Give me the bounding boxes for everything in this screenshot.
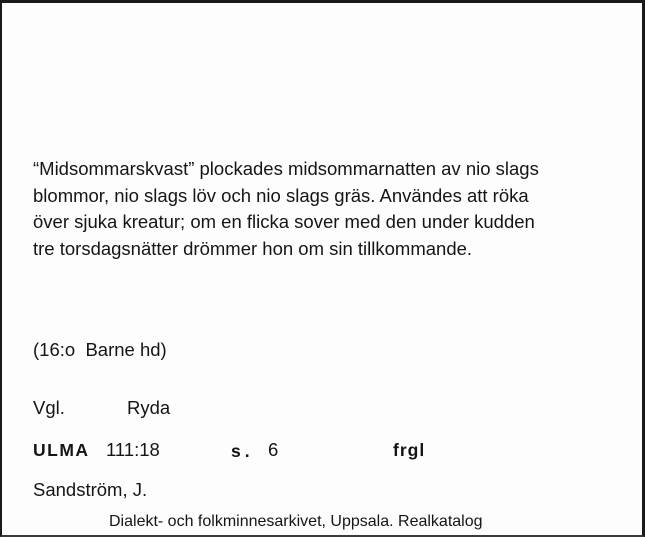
text-line: över sjuka kreatur; om en flicka sover med den under kudden [33,211,535,232]
text-line: tre torsdagsnätter drömmer hon om sin tillkommande. [33,237,473,259]
page-label: s. [231,441,254,461]
parish-label: Ryda [127,397,171,418]
category-code: frgl [393,440,426,460]
collector-name: Sandström, J. [33,479,148,500]
place-note: (16:o Barne hd) [33,339,167,360]
card-footer: Dialekt- och folkminnesarkivet, Uppsala. Realkatalog [109,513,483,530]
text-line: “Midsommarskvast” plockades midsommarnatten av nio slags [33,158,539,179]
archive-number: 111:18 [106,439,160,460]
archive-label: ULMA [33,440,90,460]
province-label: Vgl. [33,397,65,418]
card-body-text [33,156,633,262]
page-number: 6 [268,439,279,460]
text-line: blommor, nio slags löv och nio slags gräs. Användes att röka [33,184,529,206]
